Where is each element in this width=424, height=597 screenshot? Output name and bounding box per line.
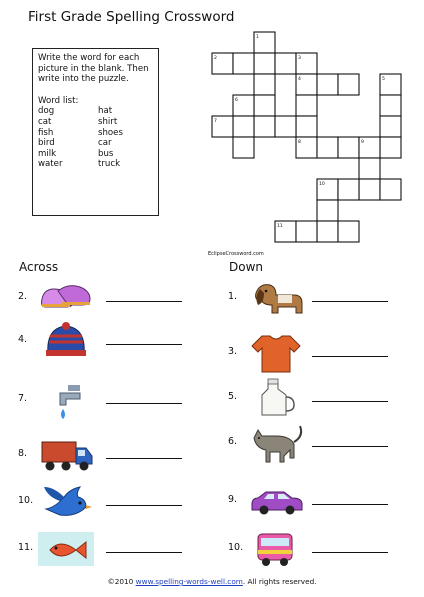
answer-line[interactable] [106, 403, 182, 404]
word-list-item: shoes [98, 127, 123, 138]
down-clue-1 [228, 291, 398, 327]
milk-jug-icon [248, 377, 304, 419]
copyright-footer [0, 577, 424, 586]
down-clue-10 [228, 542, 398, 578]
instructions-text: Write the word for each picture in the blank. Then write into the puzzle. [38, 53, 149, 85]
grid-cell[interactable] [254, 53, 275, 74]
grid-number-9: 9 [361, 140, 364, 145]
across-clue-11 [18, 542, 188, 578]
word-list-title: Word list: [38, 95, 79, 106]
word-list-item: cat [38, 116, 52, 127]
grid-cell[interactable] [317, 74, 338, 95]
across-clue-10 [18, 495, 188, 531]
word-list-item: milk [38, 148, 57, 159]
word-list-item: car [98, 138, 112, 149]
word-list-item: bird [38, 138, 55, 149]
grid-cell[interactable] [233, 53, 254, 74]
across-clue-8 [18, 448, 188, 484]
grid-number-6: 6 [235, 98, 238, 103]
purple-car-icon [248, 480, 304, 522]
grid-cell[interactable] [296, 116, 317, 137]
word-list-item: fish [38, 127, 54, 138]
down-clue-6 [228, 436, 398, 472]
answer-line[interactable] [312, 446, 388, 447]
clue-number: 8. [18, 448, 28, 459]
grid-number-1: 1 [256, 35, 259, 40]
puzzle-credit: EclipseCrossword.com [208, 251, 264, 257]
answer-line[interactable] [312, 504, 388, 505]
footer-link[interactable]: www.spelling-words-well.com [135, 577, 243, 586]
grid-cell[interactable] [338, 74, 359, 95]
word-list-item: water [38, 159, 63, 170]
answer-line[interactable] [106, 458, 182, 459]
word-list-item: bus [98, 148, 114, 159]
goldfish-icon [38, 528, 94, 570]
grid-number-7: 7 [214, 119, 217, 124]
grid-cell[interactable] [359, 158, 380, 179]
grid-cell[interactable] [296, 95, 317, 116]
truck-icon [38, 434, 94, 476]
grid-cell[interactable] [380, 179, 401, 200]
blue-bird-icon [38, 481, 94, 523]
down-clue-9 [228, 494, 398, 530]
grid-cell[interactable] [359, 179, 380, 200]
clue-number: 3. [228, 346, 238, 357]
grid-cell[interactable] [380, 137, 401, 158]
word-list-item: truck [98, 159, 121, 170]
grid-cell[interactable] [296, 221, 317, 242]
clue-number: 4. [18, 334, 28, 345]
answer-line[interactable] [106, 552, 182, 553]
grid-cell[interactable] [380, 116, 401, 137]
footer-rights: . All rights reserved. [242, 577, 317, 586]
water-faucet-icon [38, 379, 94, 421]
answer-line[interactable] [106, 301, 182, 302]
answer-line[interactable] [312, 552, 388, 553]
grid-cell[interactable] [338, 137, 359, 158]
page-title: First Grade Spelling Crossword [28, 9, 235, 25]
word-list-item: hat [98, 106, 113, 117]
across-clue-4 [18, 334, 188, 370]
grid-cell[interactable] [338, 221, 359, 242]
grid-number-5: 5 [382, 77, 385, 82]
answer-line[interactable] [312, 301, 388, 302]
clue-number: 6. [228, 436, 238, 447]
grid-cell[interactable] [380, 95, 401, 116]
word-list-item: shirt [98, 116, 118, 127]
grid-number-4: 4 [298, 77, 301, 82]
grid-cell[interactable] [233, 137, 254, 158]
grid-cell[interactable] [338, 179, 359, 200]
answer-line[interactable] [106, 505, 182, 506]
grid-cell[interactable] [317, 137, 338, 158]
school-bus-icon [248, 528, 304, 570]
clue-number: 9. [228, 494, 238, 505]
answer-line[interactable] [106, 344, 182, 345]
grid-cell[interactable] [275, 116, 296, 137]
basset-hound-dog-icon [248, 277, 304, 319]
clue-number: 10. [18, 495, 34, 506]
answer-line[interactable] [312, 356, 388, 357]
clue-number: 11. [18, 542, 34, 553]
clue-number: 10. [228, 542, 244, 553]
grid-cell[interactable] [254, 95, 275, 116]
knit-hat-icon [38, 320, 94, 362]
grid-cell[interactable] [254, 116, 275, 137]
grid-number-3: 3 [298, 56, 301, 61]
grid-cell[interactable] [317, 221, 338, 242]
grid-number-2: 2 [214, 56, 217, 61]
grid-cell[interactable] [275, 53, 296, 74]
footer-copyright: ©2010 [107, 577, 134, 586]
down-heading: Down [229, 260, 264, 274]
grid-number-11: 11 [277, 224, 283, 229]
orange-shirt-icon [248, 332, 304, 374]
across-clue-7 [18, 393, 188, 429]
crossword-grid [0, 0, 424, 260]
clue-number: 2. [18, 291, 28, 302]
pink-shoes-icon [38, 277, 94, 319]
across-heading: Across [19, 260, 59, 274]
grid-number-10: 10 [319, 182, 325, 187]
clue-number: 7. [18, 393, 28, 404]
grid-cell[interactable] [233, 116, 254, 137]
clue-number: 1. [228, 291, 238, 302]
word-list-item: dog [38, 106, 55, 117]
grid-number-8: 8 [298, 140, 301, 145]
answer-line[interactable] [312, 401, 388, 402]
grid-cell[interactable] [317, 200, 338, 221]
grid-cell[interactable] [254, 74, 275, 95]
cat-icon [248, 422, 304, 464]
clue-number: 5. [228, 391, 238, 402]
